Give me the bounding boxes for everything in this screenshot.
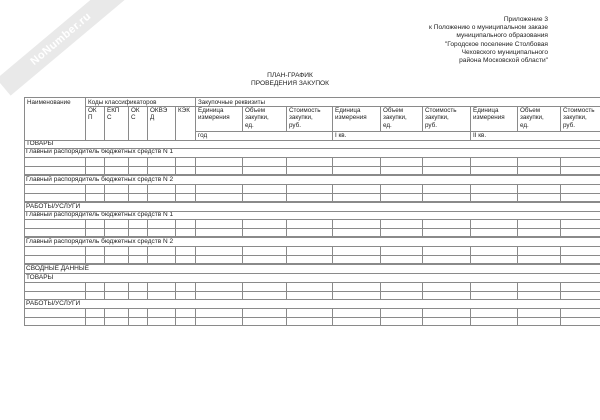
grid-line-h <box>24 193 600 194</box>
section-goods: ТОВАРЫ <box>26 140 54 147</box>
grid-line-h <box>24 97 600 98</box>
grid-line-v <box>242 106 243 131</box>
appendix-line: района Московской области" <box>459 57 548 65</box>
grid-line-h <box>24 255 600 256</box>
grid-line-h <box>24 325 600 326</box>
grid-line-v <box>470 106 471 131</box>
grid-line-v <box>85 246 86 263</box>
header-cost-year: Стоимость закупки, руб. <box>289 107 321 129</box>
header-code-kek: КЭК <box>178 107 190 114</box>
grid-line-v <box>380 184 381 201</box>
grid-line-v <box>560 308 561 325</box>
grid-line-h <box>24 263 600 264</box>
grid-line-v <box>422 282 423 299</box>
header-requisites-group: Закупочные реквизиты <box>198 99 266 106</box>
grid-line-v <box>242 282 243 299</box>
grid-line-v <box>286 184 287 201</box>
section-manager-2: Главный распорядитель бюджетных средств N 2 <box>26 176 174 183</box>
grid-line-v <box>286 219 287 236</box>
grid-line-h <box>24 317 600 318</box>
grid-line-v <box>470 184 471 201</box>
section-manager-1: Главный распорядитель бюджетных средств N 1 <box>26 148 174 155</box>
grid-line-v <box>24 237 25 246</box>
grid-line-h <box>24 219 600 220</box>
grid-line-h <box>24 140 600 141</box>
grid-line-v <box>104 219 105 236</box>
grid-line-v <box>332 106 333 131</box>
grid-line-v <box>560 184 561 201</box>
grid-line-v <box>195 184 196 201</box>
grid-line-v <box>380 246 381 263</box>
grid-line-v <box>24 140 25 148</box>
section-works: РАБОТЫ/УСЛУГИ <box>26 203 81 210</box>
grid-line-v <box>517 282 518 299</box>
grid-line-v <box>470 308 471 325</box>
grid-line-v <box>85 184 86 201</box>
header-volume-year: Объем закупки, ед. <box>245 107 269 129</box>
section-summary-works: РАБОТЫ/УСЛУГИ <box>26 300 81 307</box>
grid-line-v <box>24 157 25 174</box>
grid-line-v <box>24 202 25 211</box>
grid-line-v <box>332 157 333 174</box>
grid-line-v <box>24 148 25 157</box>
grid-line-v <box>195 246 196 263</box>
header-unit-q2: Единица измерения <box>473 107 505 122</box>
grid-line-h <box>24 308 600 309</box>
grid-line-h <box>24 228 600 229</box>
header-codes-group: Коды классификаторов <box>88 99 157 106</box>
grid-line-v <box>242 184 243 201</box>
grid-line-v <box>422 308 423 325</box>
grid-line-v <box>147 184 148 201</box>
grid-line-v <box>422 246 423 263</box>
grid-line-v <box>24 308 25 325</box>
grid-line-v <box>380 308 381 325</box>
grid-line-v <box>85 157 86 174</box>
title-line-1: ПЛАН-ГРАФИК <box>267 72 313 79</box>
grid-line-v <box>470 131 471 140</box>
grid-line-v <box>128 308 129 325</box>
grid-line-v <box>286 282 287 299</box>
header-code-oks: ОК С <box>131 107 140 122</box>
grid-line-v <box>380 106 381 131</box>
grid-line-v <box>242 308 243 325</box>
grid-line-h <box>24 148 600 149</box>
grid-line-v <box>147 106 148 140</box>
appendix-line: "Городское поселение Столбовая <box>444 40 548 48</box>
grid-line-v <box>242 157 243 174</box>
header-code-okved: ОКВЭ Д <box>150 107 168 122</box>
period-year: год <box>198 132 208 139</box>
grid-line-h <box>24 236 600 237</box>
grid-line-v <box>24 211 25 219</box>
grid-line-v <box>560 157 561 174</box>
grid-line-v <box>24 219 25 236</box>
grid-line-v <box>128 282 129 299</box>
grid-line-v <box>175 308 176 325</box>
grid-line-v <box>517 308 518 325</box>
grid-line-v <box>128 106 129 140</box>
grid-line-h <box>24 174 600 175</box>
grid-line-v <box>517 157 518 174</box>
grid-line-h <box>24 211 600 212</box>
grid-line-v <box>104 184 105 201</box>
grid-line-v <box>85 97 86 140</box>
grid-line-v <box>242 246 243 263</box>
grid-line-h <box>24 299 600 300</box>
watermark: NoNumber.ru <box>0 0 126 96</box>
header-unit-year: Единица измерения <box>198 107 230 122</box>
grid-line-h <box>24 246 600 247</box>
grid-line-v <box>517 246 518 263</box>
grid-line-v <box>470 157 471 174</box>
grid-line-v <box>470 282 471 299</box>
section-summary: СВОДНЫЕ ДАННЫЕ <box>26 265 89 272</box>
grid-line-v <box>332 131 333 140</box>
grid-line-v <box>175 106 176 140</box>
grid-line-v <box>175 246 176 263</box>
grid-line-v <box>422 219 423 236</box>
grid-line-v <box>560 106 561 131</box>
appendix-line: Чеховского муниципального <box>461 48 548 56</box>
grid-line-v <box>195 157 196 174</box>
grid-line-v <box>286 157 287 174</box>
header-volume-q2: Объем закупки, ед. <box>520 107 544 129</box>
appendix-line: муниципального образования <box>456 32 548 40</box>
grid-line-v <box>470 219 471 236</box>
section-works-manager-2: Главный распорядитель бюджетных средств N 2 <box>26 238 174 245</box>
grid-line-v <box>560 246 561 263</box>
grid-line-v <box>147 246 148 263</box>
grid-line-v <box>104 106 105 140</box>
grid-line-v <box>175 184 176 201</box>
grid-line-v <box>147 219 148 236</box>
grid-line-h <box>24 166 600 167</box>
grid-line-v <box>175 157 176 174</box>
grid-line-v <box>104 246 105 263</box>
grid-line-v <box>195 219 196 236</box>
grid-line-h <box>24 264 600 265</box>
grid-line-h <box>24 202 600 203</box>
header-volume-q1: Объем закупки, ед. <box>383 107 407 129</box>
grid-line-v <box>195 97 196 140</box>
grid-line-v <box>332 184 333 201</box>
grid-line-v <box>242 219 243 236</box>
grid-line-h <box>24 282 600 283</box>
grid-line-v <box>175 282 176 299</box>
grid-line-v <box>128 184 129 201</box>
grid-line-v <box>128 219 129 236</box>
grid-line-v <box>24 282 25 299</box>
header-code-ekps: ЕКП С <box>107 107 120 122</box>
grid-line-v <box>286 246 287 263</box>
grid-line-v <box>24 299 25 308</box>
grid-line-v <box>24 273 25 282</box>
header-unit-q1: Единица измерения <box>335 107 367 122</box>
grid-line-v <box>470 246 471 263</box>
period-q2: II кв. <box>473 132 487 139</box>
appendix-line: Приложение 3 <box>503 16 548 23</box>
grid-line-v <box>24 184 25 201</box>
grid-line-h <box>24 273 600 274</box>
grid-line-v <box>286 106 287 131</box>
grid-line-v <box>517 219 518 236</box>
header-name: Наименование <box>27 99 71 106</box>
grid-line-v <box>85 219 86 236</box>
title-line-2: ПРОВЕДЕНИЯ ЗАКУПОК <box>250 80 330 87</box>
header-cost-q2: Стоимость закупки, руб. <box>563 107 595 129</box>
grid-line-v <box>104 282 105 299</box>
grid-line-v <box>128 157 129 174</box>
grid-line-h <box>24 201 600 202</box>
grid-line-v <box>128 246 129 263</box>
grid-line-h <box>24 184 600 185</box>
grid-line-v <box>24 246 25 263</box>
grid-line-v <box>147 157 148 174</box>
grid-line-v <box>24 97 25 140</box>
grid-line-h <box>24 237 600 238</box>
grid-line-h <box>85 106 600 107</box>
grid-line-v <box>195 308 196 325</box>
grid-line-v <box>175 219 176 236</box>
appendix-line: к Положению о муниципальном заказе <box>429 24 548 32</box>
grid-line-v <box>147 282 148 299</box>
grid-line-v <box>195 282 196 299</box>
grid-line-v <box>560 282 561 299</box>
section-summary-goods: ТОВАРЫ <box>26 274 54 281</box>
section-works-manager-1: Главный распорядитель бюджетных средств N 1 <box>26 211 174 218</box>
grid-line-h <box>195 131 600 132</box>
period-q1: I кв. <box>335 132 347 139</box>
grid-line-v <box>517 184 518 201</box>
grid-line-v <box>85 308 86 325</box>
grid-line-v <box>560 219 561 236</box>
grid-line-v <box>104 308 105 325</box>
grid-line-h <box>24 175 600 176</box>
grid-line-v <box>24 175 25 184</box>
grid-line-v <box>332 219 333 236</box>
grid-line-v <box>104 157 105 174</box>
grid-line-v <box>380 157 381 174</box>
grid-line-h <box>24 157 600 158</box>
grid-line-v <box>380 219 381 236</box>
grid-line-v <box>332 308 333 325</box>
grid-line-v <box>517 106 518 131</box>
grid-line-v <box>422 157 423 174</box>
grid-line-v <box>85 282 86 299</box>
grid-line-v <box>380 282 381 299</box>
grid-line-v <box>286 308 287 325</box>
grid-line-v <box>24 264 25 273</box>
header-cost-q1: Стоимость закупки, руб. <box>425 107 457 129</box>
grid-line-v <box>332 282 333 299</box>
grid-line-h <box>24 291 600 292</box>
header-code-okp: ОК П <box>88 107 97 122</box>
grid-line-v <box>147 308 148 325</box>
grid-line-v <box>422 106 423 131</box>
grid-line-v <box>422 184 423 201</box>
grid-line-v <box>332 246 333 263</box>
